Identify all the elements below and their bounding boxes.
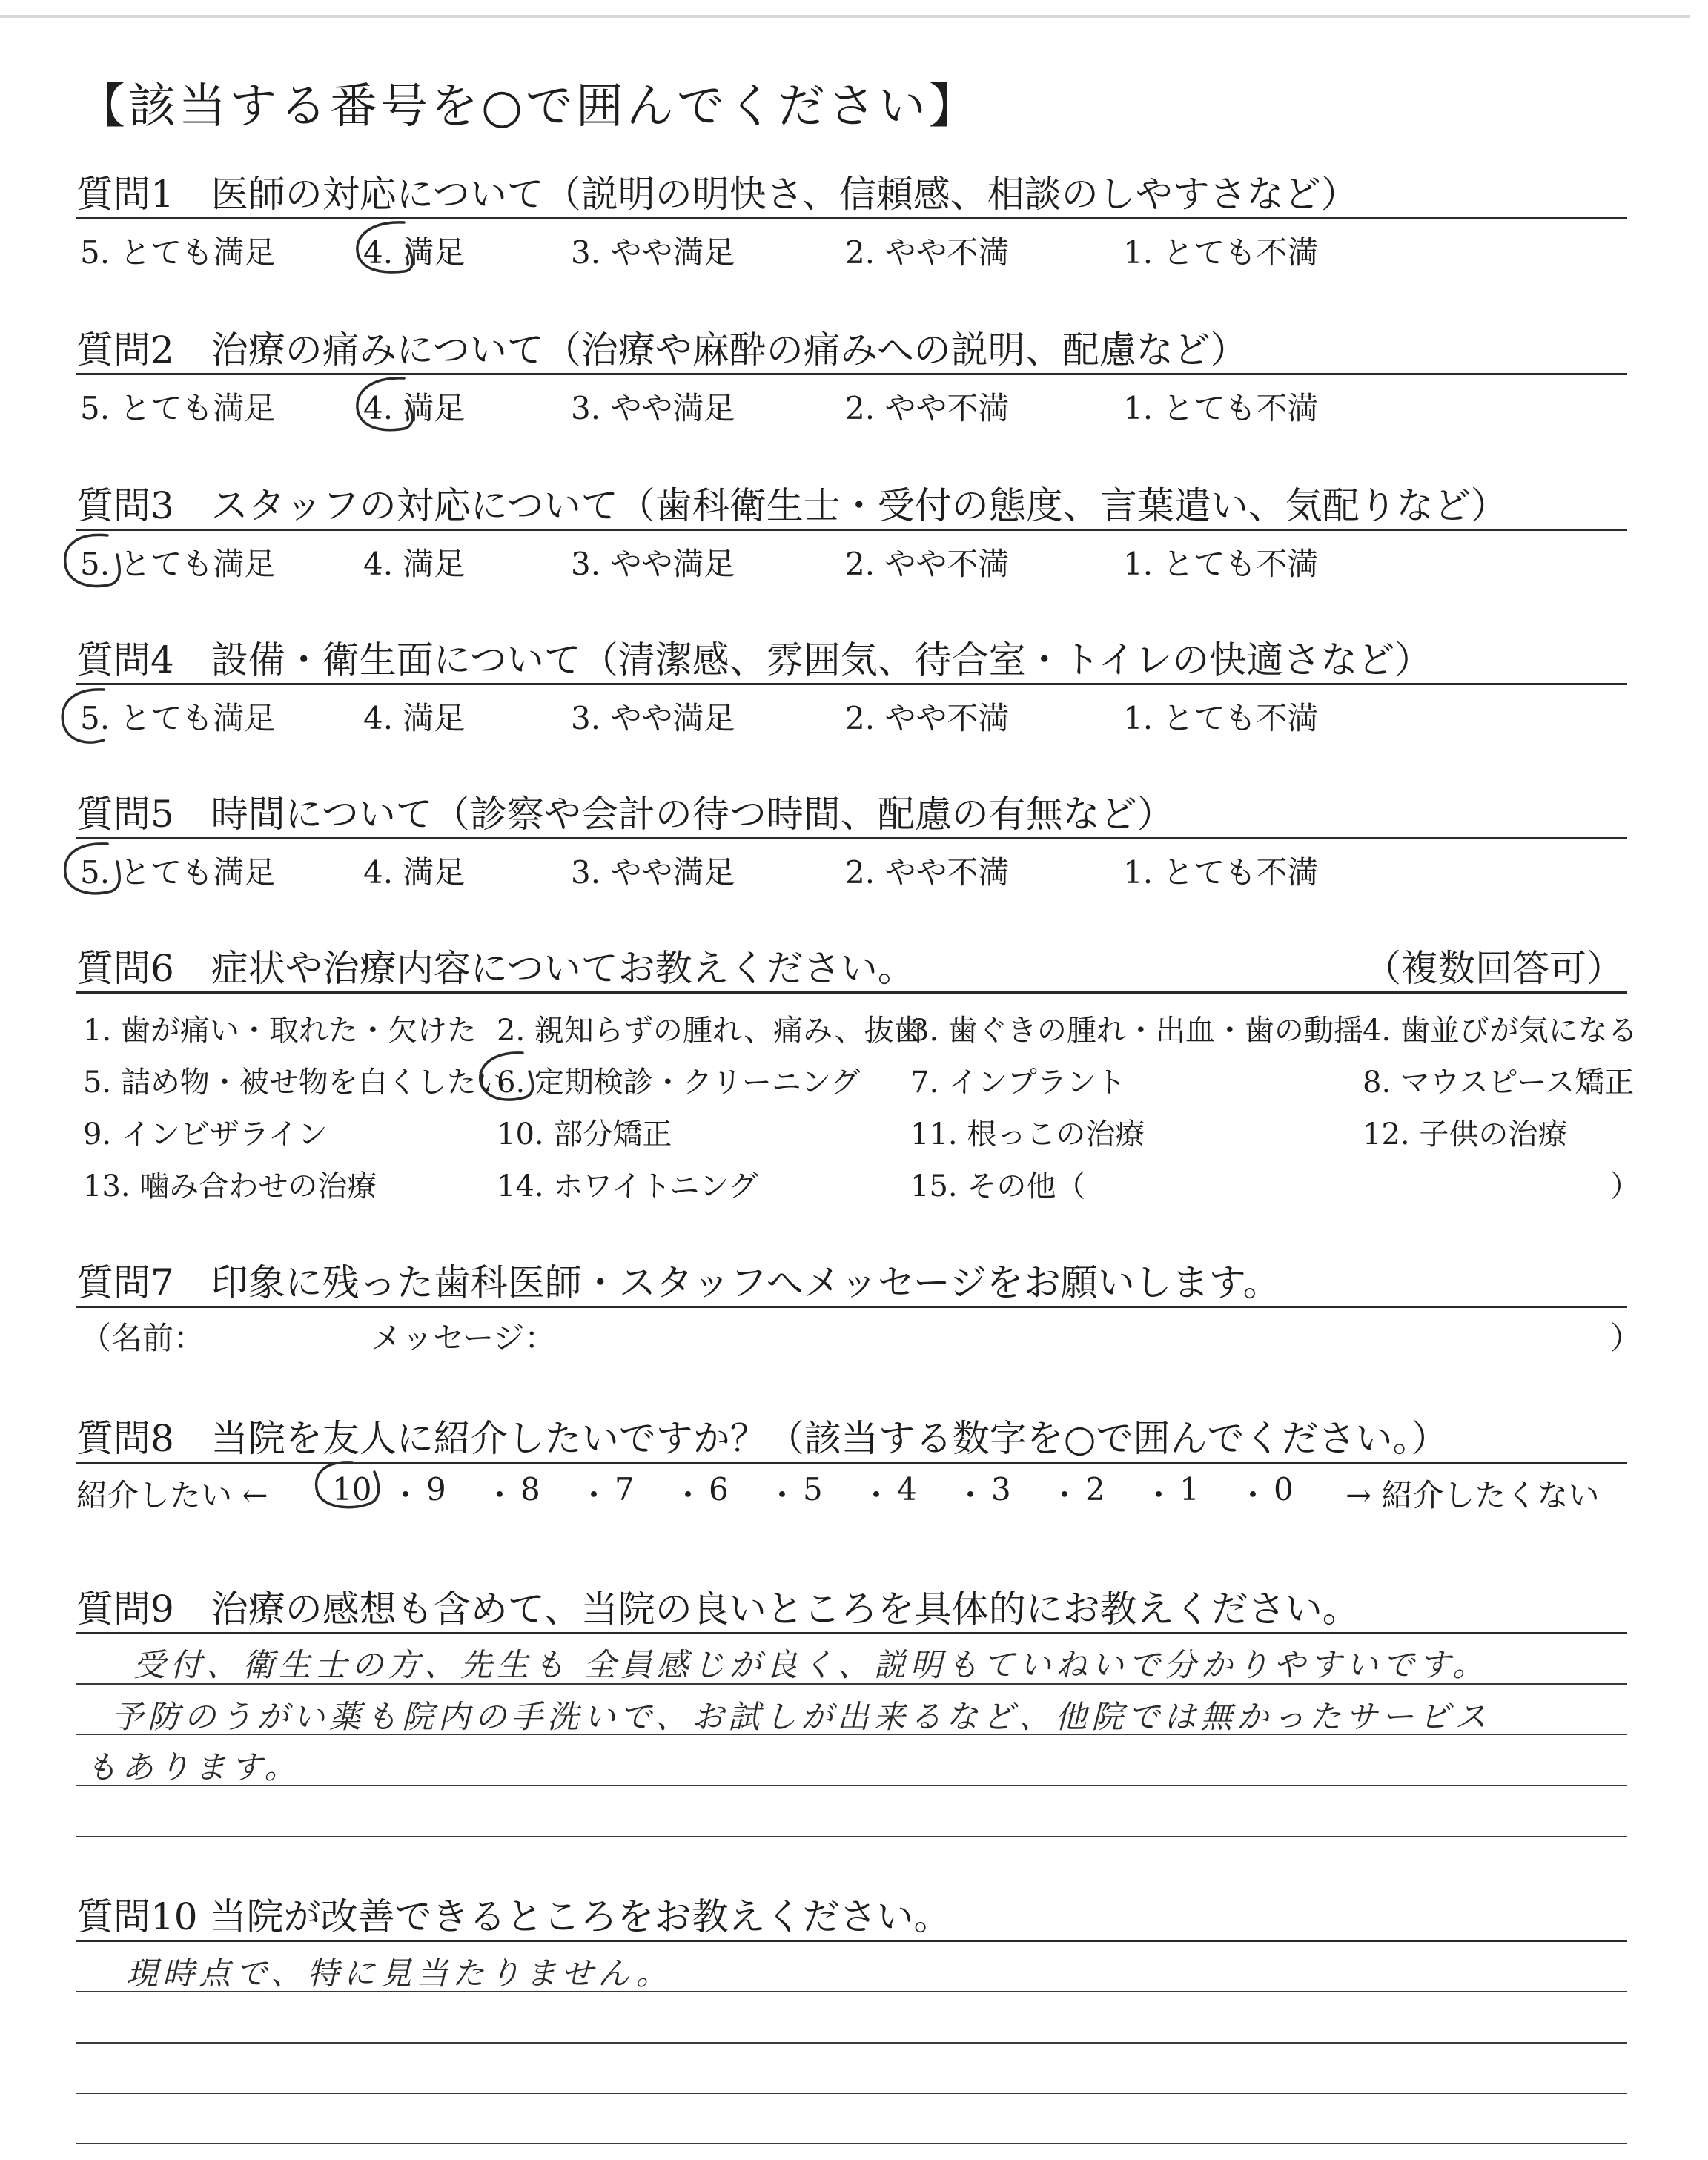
recommend-right-label: → 紹介したくない xyxy=(1345,1477,1600,1513)
q3-option-4[interactable]: 4. 満足 xyxy=(363,546,466,582)
q5-option-3[interactable]: 3. やや満足 xyxy=(571,854,735,891)
q8-selection-circle xyxy=(317,1462,379,1507)
scale-separator-dot: ・ xyxy=(672,1477,704,1513)
q6-option-9[interactable]: 9. インビザライン xyxy=(83,1117,328,1152)
scale-value-2[interactable]: 2 xyxy=(1085,1471,1105,1507)
q1-option-3[interactable]: 3. やや満足 xyxy=(571,234,735,271)
scale-separator-dot: ・ xyxy=(861,1477,893,1513)
scale-value-0[interactable]: 0 xyxy=(1274,1471,1294,1507)
recommend-left-label: 紹介したい ← xyxy=(76,1477,268,1513)
scale-separator-dot: ・ xyxy=(767,1477,798,1513)
q5-option-1[interactable]: 1. とても不満 xyxy=(1123,854,1319,891)
q2-option-3[interactable]: 3. やや満足 xyxy=(571,390,735,426)
scale-separator-dot: ・ xyxy=(578,1477,610,1513)
q4-option-1[interactable]: 1. とても不満 xyxy=(1123,700,1319,736)
q1-option-4[interactable]: 4. 満足 xyxy=(363,234,466,271)
q2-option-4[interactable]: 4. 満足 xyxy=(363,390,466,426)
scale-value-5[interactable]: 5 xyxy=(803,1471,823,1507)
q6-other-close-paren: ） xyxy=(1610,1169,1640,1203)
scale-value-8[interactable]: 8 xyxy=(520,1471,540,1507)
q1-option-5[interactable]: 5. とても満足 xyxy=(80,234,276,271)
q9-handwritten-line-1: 受付、衛生士の方、先生も 全員感じが良く、説明もていねいで分かりやすいです。 xyxy=(133,1647,1489,1684)
scale-separator-dot: ・ xyxy=(484,1477,516,1513)
q4-selection-circle xyxy=(62,690,104,742)
scale-value-1[interactable]: 1 xyxy=(1179,1471,1199,1507)
q10-handwritten-line-1: 現時点で、特に見当たりません。 xyxy=(126,1955,672,1992)
q6-option-4[interactable]: 4. 歯並びが気になる xyxy=(1363,1014,1638,1048)
q6-option-13[interactable]: 13. 噛み合わせの治療 xyxy=(83,1169,377,1203)
question-1-title: 質問1 医師の対応について（説明の明快さ、信頼感、相談のしやすさなど） xyxy=(76,173,1358,216)
q6-option-5[interactable]: 5. 詰め物・被せ物を白くしたい xyxy=(83,1066,506,1100)
q5-option-4[interactable]: 4. 満足 xyxy=(363,854,466,891)
q2-option-2[interactable]: 2. やや不満 xyxy=(845,390,1010,426)
q2-option-1[interactable]: 1. とても不満 xyxy=(1123,390,1319,426)
q4-option-5[interactable]: 5. とても満足 xyxy=(80,700,276,736)
q6-option-12[interactable]: 12. 子供の治療 xyxy=(1363,1117,1568,1152)
question-9-title: 質問9 治療の感想も含めて、当院の良いところを具体的にお教えください。 xyxy=(76,1588,1360,1631)
q6-option-2[interactable]: 2. 親知らずの腫れ、痛み、抜歯 xyxy=(497,1014,924,1048)
question-5-title: 質問5 時間について（診察や会計の待つ時間、配慮の有無など） xyxy=(76,793,1174,836)
q3-option-1[interactable]: 1. とても不満 xyxy=(1123,546,1319,582)
scale-separator-dot: ・ xyxy=(1049,1477,1081,1513)
question-4-title: 質問4 設備・衛生面について（清潔感、雰囲気、待合室・トイレの快適さなど） xyxy=(76,638,1432,681)
multiple-answers-note: （複数回答可） xyxy=(1364,947,1623,990)
q6-option-8[interactable]: 8. マウスピース矯正 xyxy=(1363,1066,1635,1100)
q6-option-14[interactable]: 14. ホワイトニング xyxy=(497,1169,758,1203)
question-3-title: 質問3 スタッフの対応について（歯科衛生士・受付の態度、言葉遣い、気配りなど） xyxy=(76,484,1508,527)
q1-selection-circle xyxy=(357,222,412,272)
q9-handwritten-line-2: 予防のうがい薬も院内の手洗いで、お試しが出来るなど、他院では無かったサービス xyxy=(111,1699,1492,1736)
q9-handwritten-line-3: もあります。 xyxy=(85,1749,301,1786)
scale-value-6[interactable]: 6 xyxy=(709,1471,729,1507)
question-6-title: 質問6 症状や治療内容についてお教えください。 xyxy=(76,947,915,990)
scale-value-10[interactable]: 10 xyxy=(332,1471,372,1507)
scale-separator-dot: ・ xyxy=(390,1477,422,1513)
q4-option-3[interactable]: 3. やや満足 xyxy=(571,700,735,736)
q7-name-label: （名前： xyxy=(80,1320,205,1356)
q3-selection-circle xyxy=(65,535,120,586)
q3-option-3[interactable]: 3. やや満足 xyxy=(571,546,735,582)
q3-option-5[interactable]: 5. とても満足 xyxy=(80,546,276,582)
q1-option-2[interactable]: 2. やや不満 xyxy=(845,234,1010,271)
q5-option-2[interactable]: 2. やや不満 xyxy=(845,854,1010,891)
scale-separator-dot: ・ xyxy=(1143,1477,1175,1513)
q6-option-7[interactable]: 7. インプラント xyxy=(910,1066,1126,1100)
form-title: 【該当する番号を○で囲んでください】 xyxy=(78,79,979,134)
q6-option-11[interactable]: 11. 根っこの治療 xyxy=(910,1117,1145,1152)
q6-option-6-selection-circle xyxy=(480,1053,533,1100)
question-8-title: 質問8 当院を友人に紹介したいですか？（該当する数字を○で囲んでください。） xyxy=(76,1417,1449,1460)
scale-separator-dot: ・ xyxy=(955,1477,987,1513)
q4-option-2[interactable]: 2. やや不満 xyxy=(845,700,1010,736)
question-2-title: 質問2 治療の痛みについて（治療や麻酔の痛みへの説明、配慮など） xyxy=(76,328,1248,371)
q5-selection-circle xyxy=(65,844,120,894)
q6-option-10[interactable]: 10. 部分矯正 xyxy=(497,1117,672,1152)
question-7-title: 質問7 印象に残った歯科医師・スタッフへメッセージをお願いします。 xyxy=(76,1261,1280,1304)
q6-option-6[interactable]: 6. 定期検診・クリーニング xyxy=(497,1066,861,1100)
scale-value-7[interactable]: 7 xyxy=(615,1471,635,1507)
scale-value-9[interactable]: 9 xyxy=(426,1471,446,1507)
q6-option-3[interactable]: 3. 歯ぐきの腫れ・出血・歯の動揺 xyxy=(910,1014,1363,1048)
q4-option-4[interactable]: 4. 満足 xyxy=(363,700,466,736)
q1-option-1[interactable]: 1. とても不満 xyxy=(1123,234,1319,271)
q2-option-5[interactable]: 5. とても満足 xyxy=(80,390,276,426)
scale-separator-dot: ・ xyxy=(1237,1477,1269,1513)
q6-option-1[interactable]: 1. 歯が痛い・取れた・欠けた xyxy=(83,1014,477,1048)
q5-option-5[interactable]: 5. とても満足 xyxy=(80,854,276,891)
q2-selection-circle xyxy=(357,378,412,430)
q6-option-15[interactable]: 15. その他（ xyxy=(910,1169,1086,1203)
q7-close-paren: ） xyxy=(1610,1320,1642,1356)
q7-message-label: メッセージ： xyxy=(371,1320,556,1356)
question-10-title: 質問10 当院が改善できるところをお教えください。 xyxy=(76,1895,951,1938)
q3-option-2[interactable]: 2. やや不満 xyxy=(845,546,1010,582)
scale-value-4[interactable]: 4 xyxy=(897,1471,917,1507)
scale-value-3[interactable]: 3 xyxy=(991,1471,1011,1507)
